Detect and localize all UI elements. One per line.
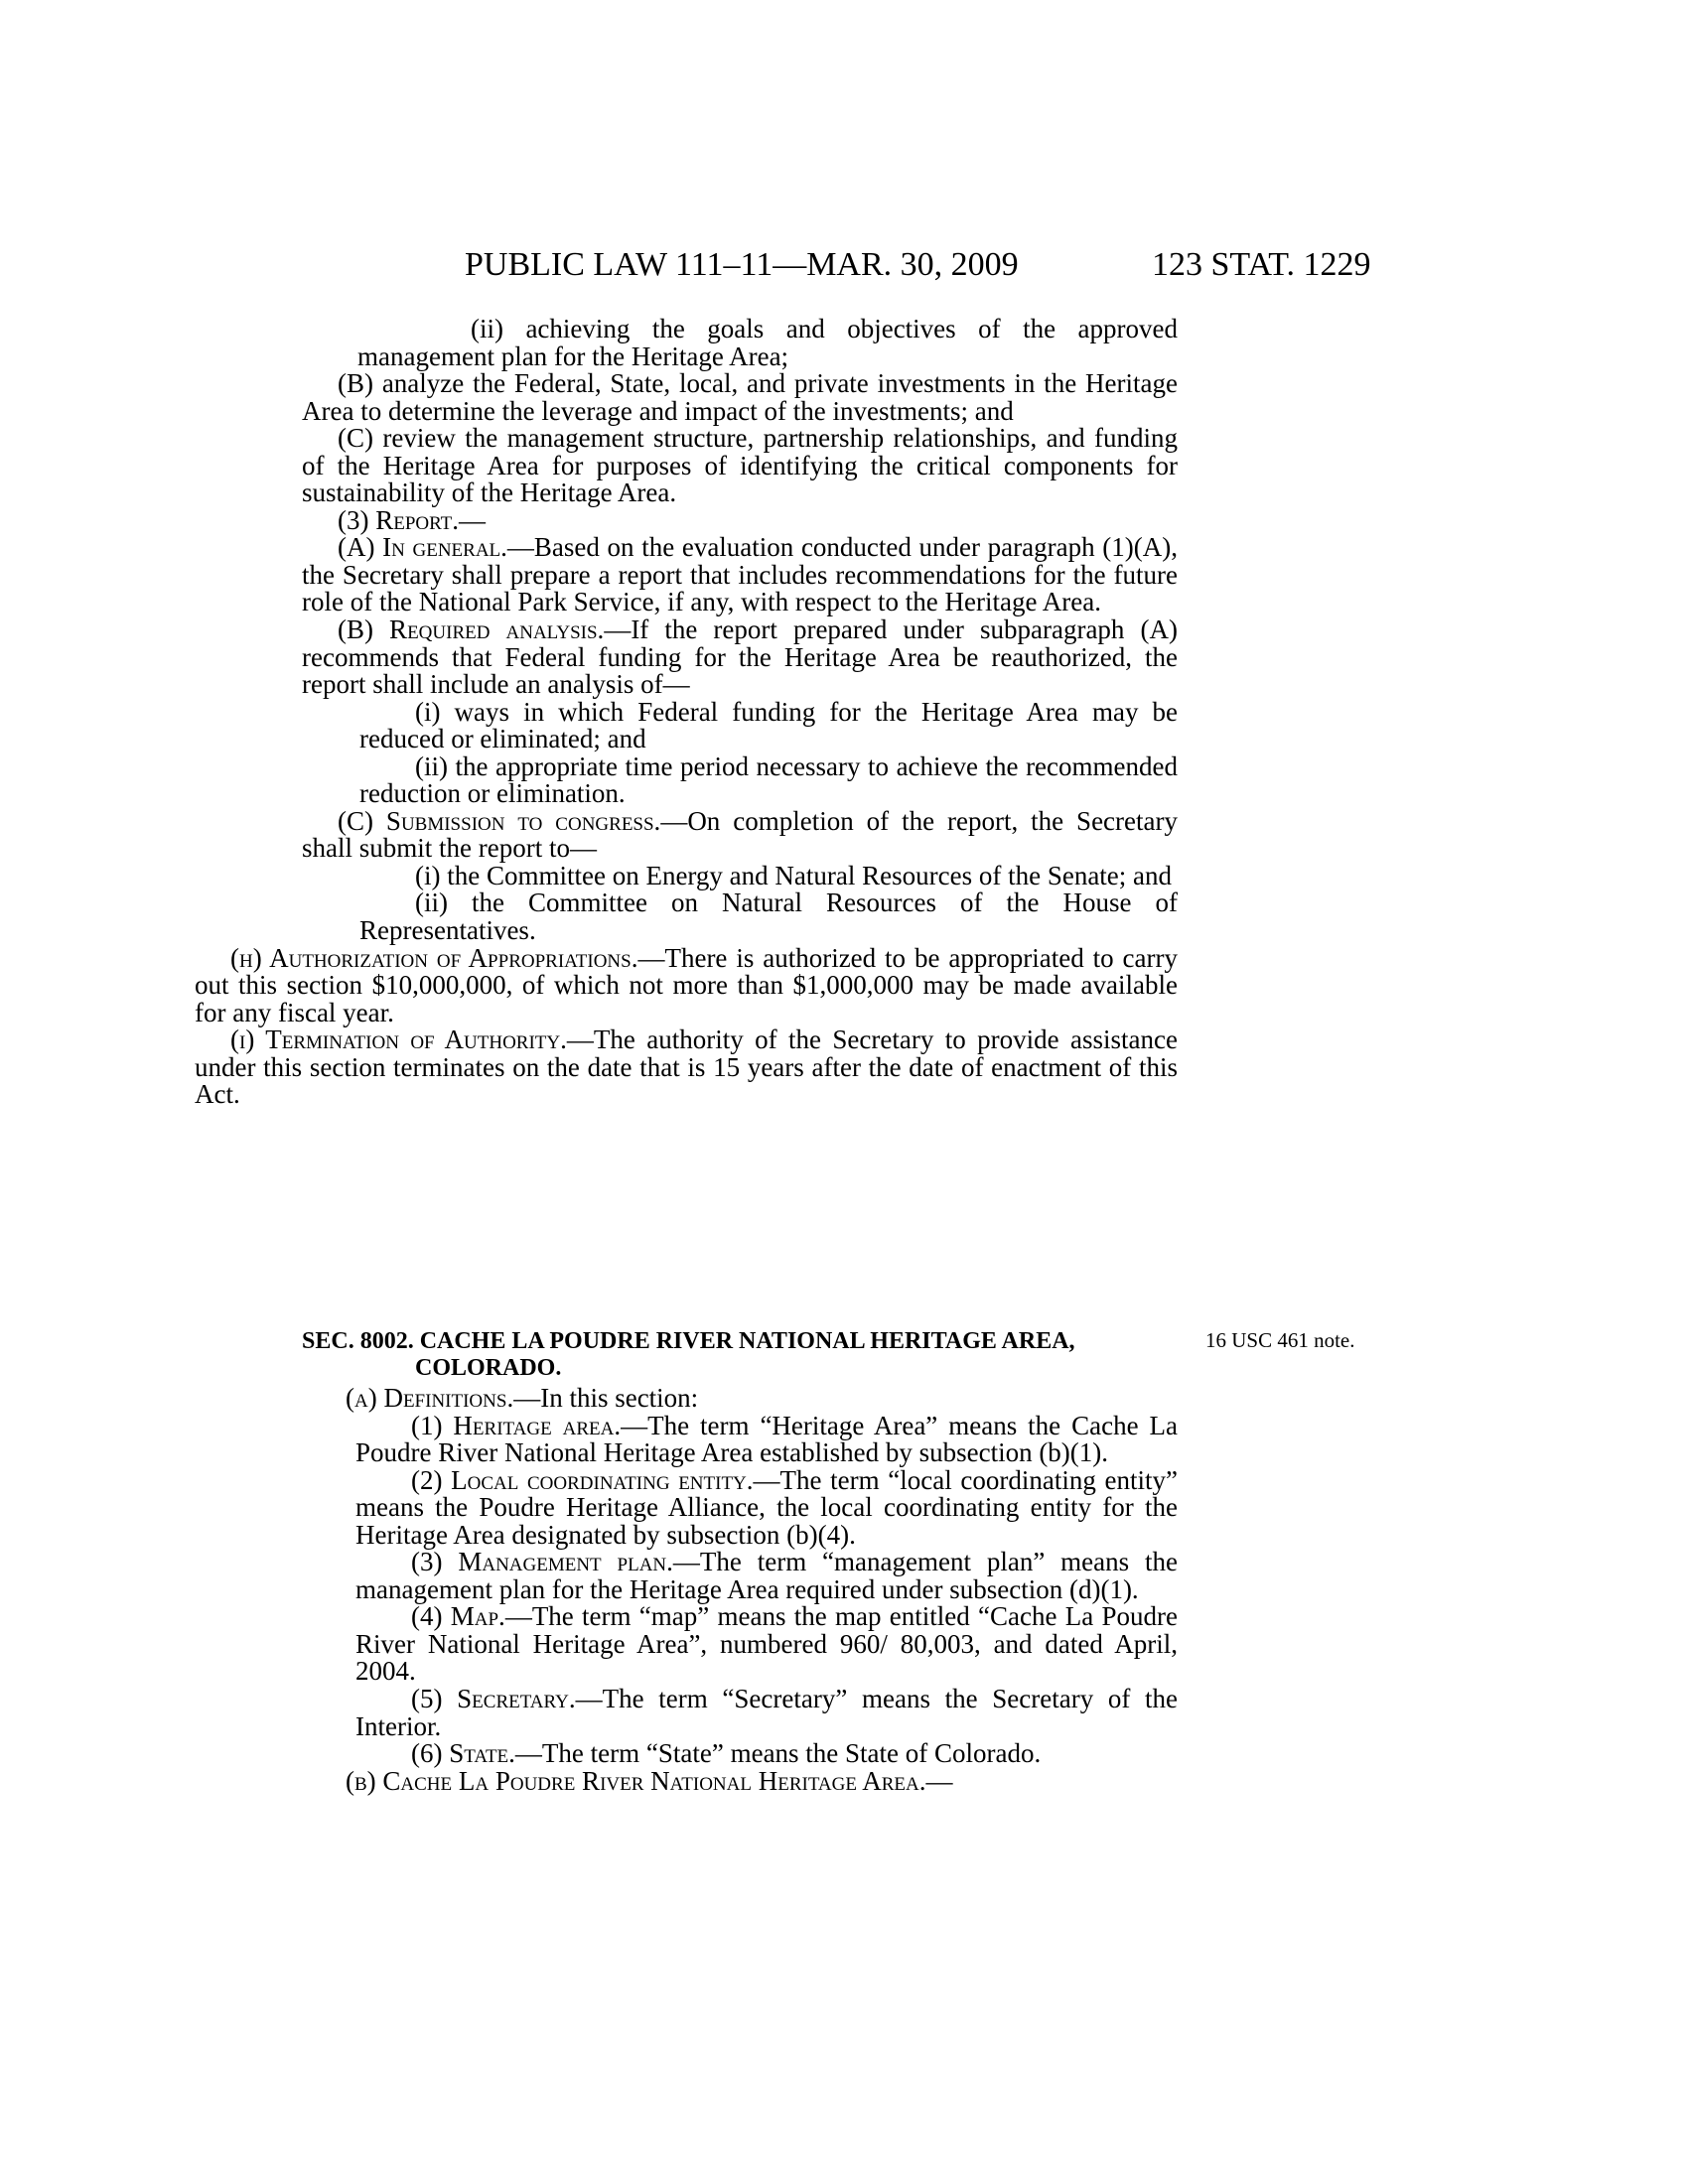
- paragraph: (ii) the appropriate time period necessary to achieve the recommended reduction or elimination.: [359, 751, 1178, 809]
- paragraph: (B) analyze the Federal, State, local, and private investments in the Heritage Area to determine the leverage and impact of the investments; and: [302, 368, 1178, 426]
- paragraph: (b) Cache La Poudre River National Heritage Area.—: [346, 1765, 953, 1796]
- paragraph: (C) review the management structure, partnership relationships, and funding of the Heritage Area for purposes of identifying the critical components for sustainability of the Heritage Area.: [302, 423, 1178, 508]
- paragraph: (6) State.—The term “State” means the State of Colorado.: [411, 1738, 1042, 1769]
- paragraph: (3) Management plan.—The term “management plan” means the management plan for the Heritage Area required under subsection (d)(1).: [355, 1547, 1178, 1604]
- paragraph: (C) Submission to congress.—On completion of the report, the Secretary shall submit the report to—: [302, 805, 1178, 864]
- paragraph: (4) Map.—The term “map” means the map entitled “Cache La Poudre River National Heritage Area”, numbered 960/ 80,003, and dated April, 2004.: [355, 1601, 1179, 1687]
- section-heading: [302, 1328, 1178, 1382]
- section-heading-line1: SEC. 8002. CACHE LA POUDRE RIVER NATIONAL HERITAGE AREA,: [302, 1328, 1075, 1354]
- paragraph: (B) Required analysis.—If the report prepared under subparagraph (A) recommends that Federal funding for the Heritage Area be reauthorized, the report shall include an analysis of—: [302, 614, 1178, 700]
- paragraph: (h) Authorization of Appropriations.—There is authorized to be appropriated to carry out this section $10,000,000, of which not more than $1,000,000 may be made available for any fiscal year.: [195, 942, 1179, 1027]
- section-heading-line2: COLORADO.: [415, 1355, 562, 1381]
- paragraph: (ii) the Committee on Natural Resources of the House of Representatives.: [359, 887, 1178, 946]
- body-text-upper: [195, 314, 1179, 1110]
- paragraph: (i) Termination of Authority.—The authority of the Secretary to provide assistance under this section terminates on the date that is 15 years after the date of enactment of this Act.: [195, 1024, 1178, 1110]
- paragraph: (i) the Committee on Energy and Natural Resources of the Senate; and: [415, 860, 1173, 890]
- running-header-stat: 123 STAT. 1229: [1152, 246, 1371, 283]
- paragraph: (a) Definitions.—In this section:: [346, 1383, 699, 1413]
- paragraph: (5) Secretary.—The term “Secretary” means the Secretary of the Interior.: [355, 1684, 1178, 1741]
- body-text-lower: [346, 1383, 1179, 1796]
- margin-note: 16 USC 461 note.: [1205, 1328, 1355, 1352]
- paragraph: (2) Local coordinating entity.—The term “local coordinating entity” means the Poudre Heritage Alliance, the local coordinating entity for the Heritage Area designated by subsection (b)(4).: [355, 1464, 1178, 1550]
- paragraph: (1) Heritage area.—The term “Heritage Area” means the Cache La Poudre River National Heritage Area established by subsection (b)(1).: [355, 1410, 1178, 1468]
- running-header-title: PUBLIC LAW 111–11—MAR. 30, 2009: [465, 246, 1019, 283]
- paragraph: (i) ways in which Federal funding for the Heritage Area may be reduced or eliminated; and: [359, 696, 1178, 754]
- paragraph: (A) In general.—Based on the evaluation conducted under paragraph (1)(A), the Secretary shall prepare a report that includes recommendations for the future role of the National Park Service, if any, with respect to the Heritage Area.: [302, 532, 1178, 617]
- paragraph: (ii) achieving the goals and objectives of the approved management plan for the Heritage Area;: [357, 314, 1178, 371]
- paragraph-heading: (3) Report.—: [338, 504, 487, 535]
